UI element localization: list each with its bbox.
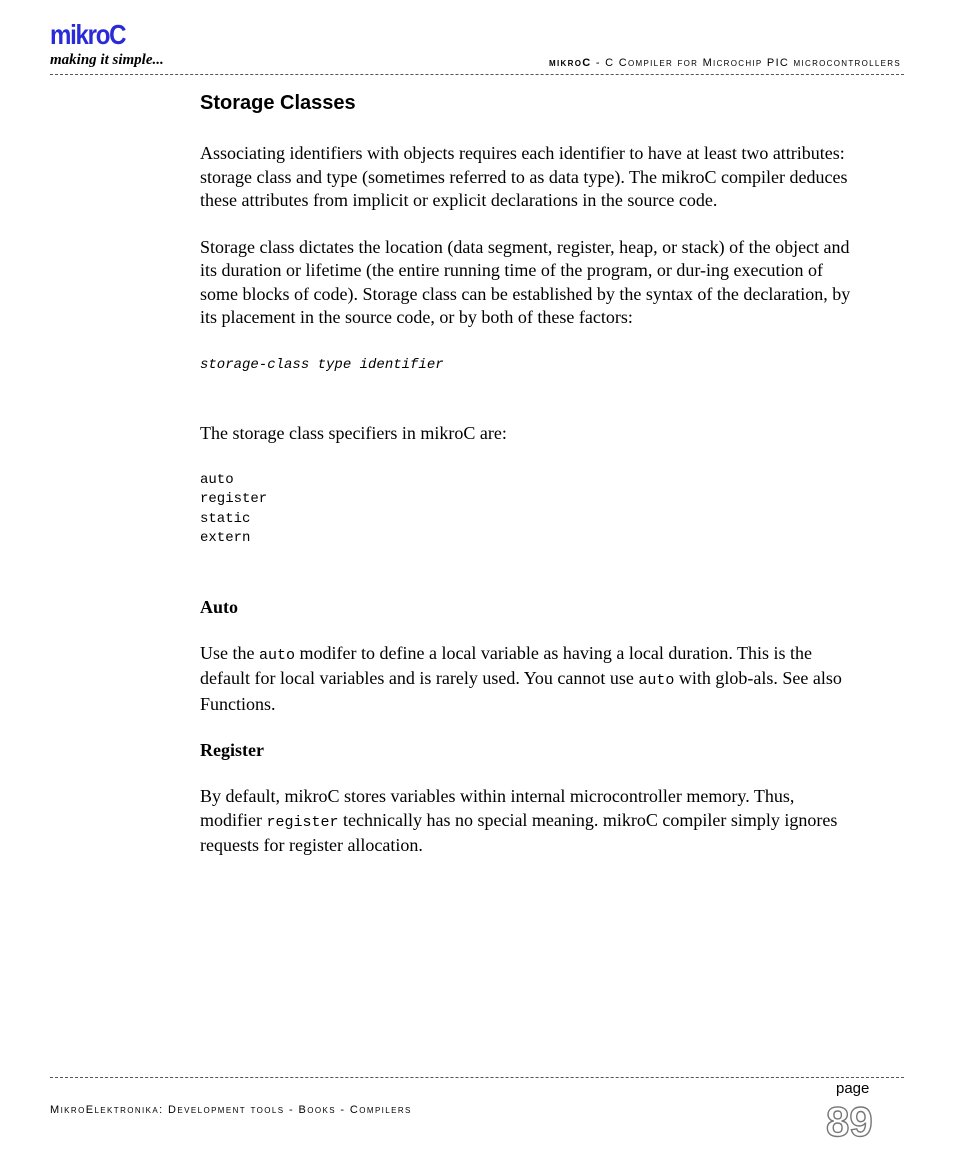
specifier-item: register [200, 491, 268, 507]
logo [50, 20, 164, 68]
auto-heading: Auto [200, 596, 239, 617]
paragraph-intro: Associating identifiers with objects requires each identifier to have at least two attributes: storage class and type (sometimes referred to as data type). The mikroC compiler deduces these attributes from implicit or explicit declarations in the source code. [200, 143, 848, 210]
register-code-1: register [266, 813, 339, 831]
register-text-1: By default, mikroC stores variables within internal microcontroller memory. Thus, modifier [200, 786, 795, 830]
header-divider [50, 74, 904, 75]
page-content [200, 92, 860, 858]
specifier-item: static [200, 510, 251, 527]
header-title-rest: - C Compiler for Microchip PIC microcontrollers [591, 57, 901, 69]
logo-tagline: making it simple... [50, 52, 164, 68]
header-title [549, 57, 901, 69]
footer-divider [50, 1077, 904, 1078]
paragraph-auto [200, 642, 860, 717]
footer-text: MikroElektronika: Development tools - Books - Compilers [50, 1104, 412, 1116]
page-number: 89 [826, 1098, 873, 1145]
register-heading: Register [200, 740, 264, 760]
section-heading: Storage Classes [200, 92, 356, 114]
auto-code-1: auto [258, 646, 295, 664]
auto-code-2: auto [638, 672, 675, 689]
auto-text-1: Use the [200, 642, 259, 663]
specifier-list [200, 471, 860, 549]
specifier-item: extern [200, 530, 251, 546]
paragraph-register [200, 785, 860, 858]
paragraph-storage-class: Storage class dictates the location (data segment, register, heap, or stack) of the object and its duration or lifetime (the entire running time of the program, or dur-ing execution of some blocks of code). Storage class can be established by the syntax of the declaration, by its placement in the source code, or by both of these factors: [200, 236, 851, 327]
register-text-2: technically has no special meaning. mikroC compiler simply ignores requests for register allocation. [200, 809, 838, 855]
auto-text-2: modifer to define a local variable as having a local duration. This is the default for local variables and is rarely used. You cannot use [200, 642, 812, 688]
auto-text-3: with glob-als. See also Functions. [200, 668, 842, 714]
specifier-item: auto [200, 471, 234, 488]
page-label: page [836, 1080, 870, 1097]
paragraph-specifiers: The storage class specifiers in mikroC are: [200, 423, 507, 443]
syntax-code: storage-class type identifier [200, 356, 444, 373]
logo-text: mikroC [50, 19, 126, 50]
header-title-product: mikroC [549, 57, 592, 69]
